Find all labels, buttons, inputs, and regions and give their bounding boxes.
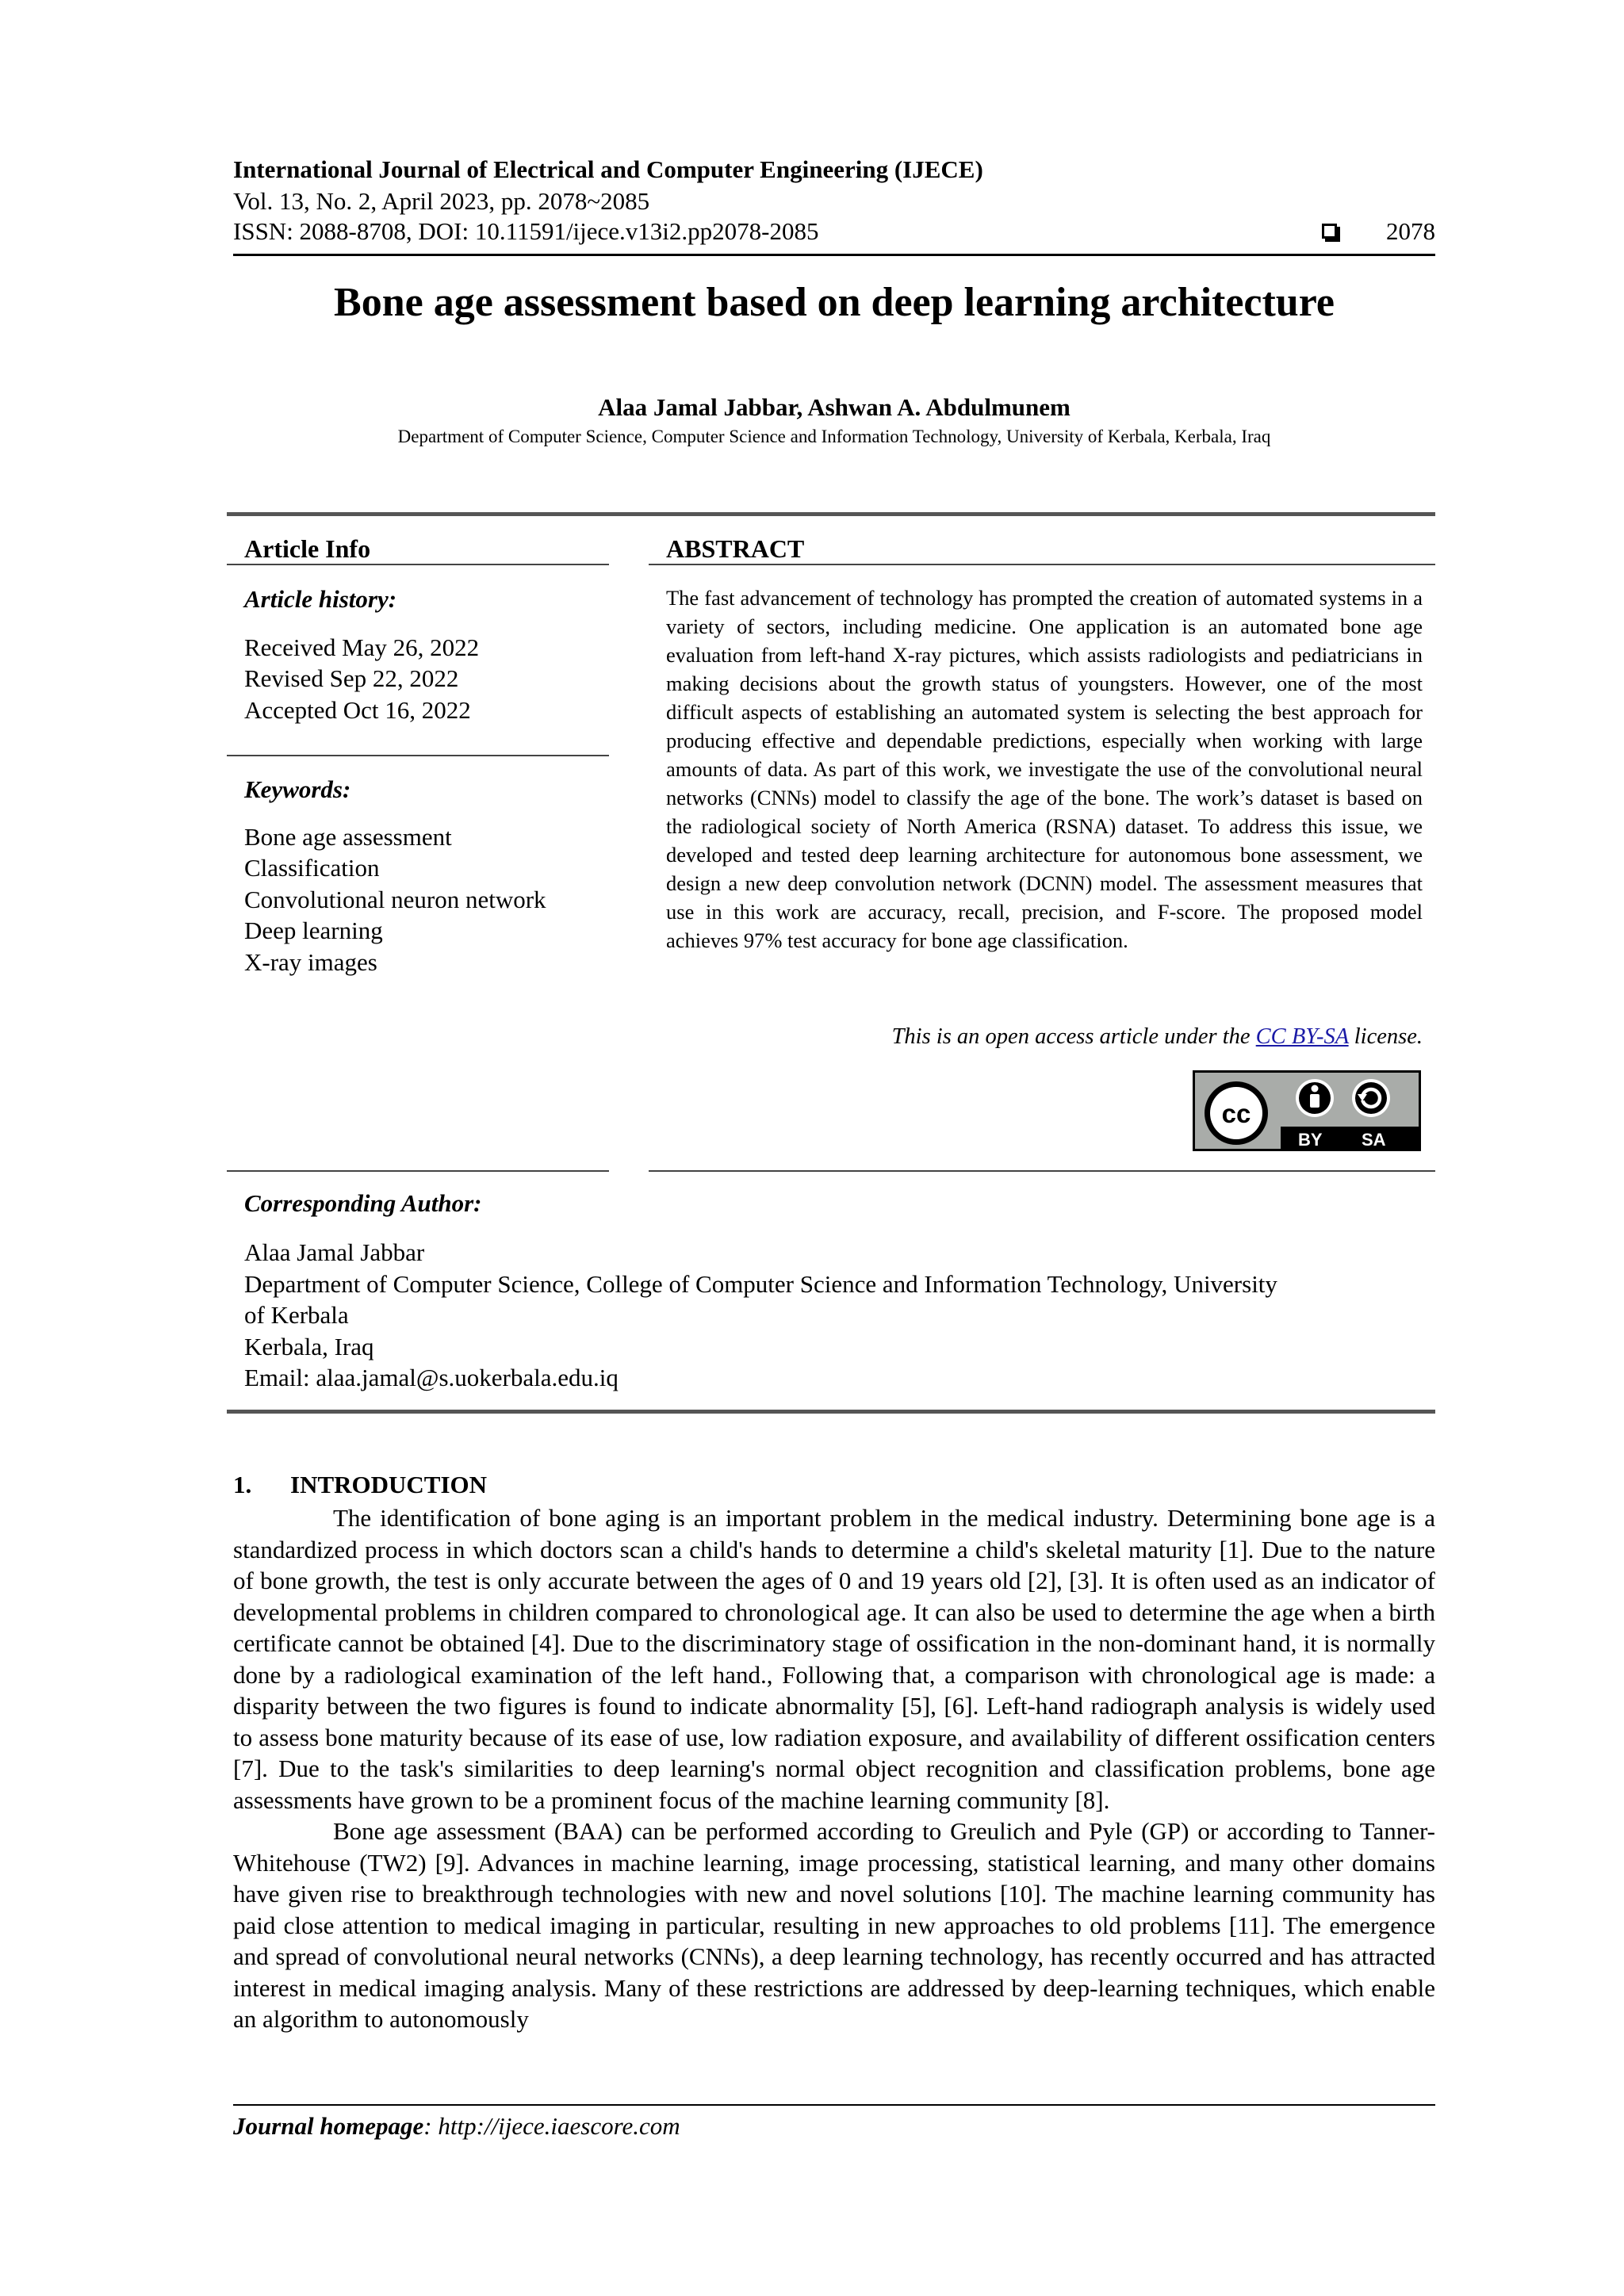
share-alike-icon xyxy=(1352,1079,1390,1117)
section-title: INTRODUCTION xyxy=(290,1471,488,1498)
info-top-rule xyxy=(227,512,1435,516)
corresponding-name: Alaa Jamal Jabbar xyxy=(244,1238,425,1266)
introduction-body xyxy=(233,1502,1435,2035)
history-revised: Revised Sep 22, 2022 xyxy=(244,664,459,692)
square-bullet-icon xyxy=(1322,224,1337,239)
cc-by-sa-link[interactable]: CC BY-SA xyxy=(1255,1024,1349,1049)
keyword-item: Convolutional neuron network xyxy=(244,886,546,913)
attribution-icon xyxy=(1296,1079,1334,1117)
corresponding-email: Email: alaa.jamal@s.uokerbala.edu.iq xyxy=(244,1364,619,1391)
abstract-text: The fast advancement of technology has prompted the creation of automated systems in a variety of sectors, including medicine. One application is an automated bone age evaluation from left-hand X-ray pictures, which assists radiologists and pediatricians in making decisions about the growth status of youngsters. However, one of the most difficult aspects of establishing an automated system is selecting the best approach for producing effective and dependable predictions, especially when working with large amounts of data. As part of this work, we investigate the use of the convolutional neural networks (CNNs) model to classify the age of the bone. The work’s dataset is based on the radiological society of North America (RSNA) dataset. To address this issue, we developed and tested deep learning architecture for autonomous bone assessment, we design a new deep convolution network (DCNN) model. The assessment measures that use in this work are accuracy, recall, precision, and F-score. The proposed model achieves 97% test accuracy for bone age classification. xyxy=(666,586,1423,952)
article-info-heading: Article Info xyxy=(244,534,371,563)
abstract-bottom-rule xyxy=(649,1170,1435,1172)
history-accepted: Accepted Oct 16, 2022 xyxy=(244,696,471,724)
keyword-item: Bone age assessment xyxy=(244,823,452,851)
svg-text:cc: cc xyxy=(1221,1099,1251,1128)
header-rule xyxy=(233,254,1435,256)
keywords-heading: Keywords: xyxy=(244,775,351,803)
footer-rule xyxy=(233,2104,1435,2106)
footer-url[interactable]: http://ijece.iaescore.com xyxy=(438,2112,680,2140)
paper-title: Bone age assessment based on deep learning architecture xyxy=(334,280,1335,325)
corresponding-dept-line2: of Kerbala xyxy=(244,1301,349,1329)
section-number: 1. xyxy=(233,1471,252,1498)
keywords-rule xyxy=(227,755,609,756)
abstract-rule xyxy=(649,564,1435,565)
issn-doi-line: ISSN: 2088-8708, DOI: 10.11591/ijece.v13i2.pp2078-2085 xyxy=(233,217,819,245)
oa-suffix: license. xyxy=(1348,1024,1423,1049)
body-paragraph: The identification of bone aging is an important problem in the medical industry. Determining bone age is a standardized process in which doctors scan a child's hands to determine a child's skeletal maturity [1]. Due to the nature of bone growth, the test is only accurate between the ages of 0 and 19 years old [2], [3]. It is often used as an indicator of developmental problems in children compared to chronological age. It can also be used to determine the age when a birth certificate cannot be obtained [4]. Due to the discriminatory stage of ossification in the non-dominant hand, it is normally done by a radiological examination of the left hand., Following that, a comparison with chronological age is made: a disparity between the two figures is found to indicate abnormality [5], [6]. Left-hand radiograph analysis is widely used to assess bone maturity because of its ease of use, low radiation exposure, and availability of different ossification centers [7]. Due to the task's similarities to deep learning's normal object recognition and classification problems, bone age assessments have grown to be a prominent focus of the machine learning community [8]. xyxy=(233,1504,1435,1814)
corresponding-dept-line1: Department of Computer Science, College of Computer Science and Information Technology, University xyxy=(244,1270,1277,1298)
open-access-statement xyxy=(666,1024,1423,1050)
footer-separator: : xyxy=(423,2112,439,2140)
abstract-heading: ABSTRACT xyxy=(666,534,805,563)
article-history-heading: Article history: xyxy=(244,585,397,613)
volume-line: Vol. 13, No. 2, April 2023, pp. 2078~2085 xyxy=(233,187,650,215)
footer-label: Journal homepage xyxy=(233,2112,424,2140)
keyword-item: Classification xyxy=(244,854,380,882)
info-block-bottom-rule xyxy=(227,1410,1435,1414)
section-heading-introduction xyxy=(233,1471,487,1499)
journal-name: International Journal of Electrical and Computer Engineering (IJECE) xyxy=(233,155,983,183)
cc-icon xyxy=(1205,1081,1268,1145)
corresponding-location: Kerbala, Iraq xyxy=(244,1333,374,1360)
corresponding-author-heading: Corresponding Author: xyxy=(244,1189,482,1217)
info-bottom-rule xyxy=(227,1170,609,1172)
body-paragraph: Bone age assessment (BAA) can be performed according to Greulich and Pyle (GP) or according to Tanner-Whitehouse (TW2) [9]. Advances in machine learning, image processing, statistical learning, and many other domains have given rise to breakthrough technologies with new and novel solutions [10]. The machine learning community has paid close attention to medical imaging in particular, resulting in new approaches to old problems [11]. The emergence and spread of convolutional neural networks (CNNs), a deep learning technology, has recently occurred and has attracted interest in medical imaging analysis. Many of these restrictions are addressed by deep-learning techniques, which enable an algorithm to autonomously xyxy=(233,1817,1435,2033)
keyword-item: X-ray images xyxy=(244,948,377,976)
affiliation: Department of Computer Science, Computer Science and Information Technology, University of Kerbala, Kerbala, Iraq xyxy=(397,427,1271,446)
keyword-item: Deep learning xyxy=(244,916,383,944)
journal-homepage-footer xyxy=(233,2112,680,2141)
oa-prefix: This is an open access article under the xyxy=(891,1024,1256,1049)
cc-by-label: BY xyxy=(1298,1130,1323,1150)
author-list: Alaa Jamal Jabbar, Ashwan A. Abdulmunem xyxy=(598,393,1071,421)
cc-license-badge[interactable] xyxy=(1193,1070,1421,1151)
article-info-rule xyxy=(227,564,609,565)
cc-sa-label: SA xyxy=(1362,1130,1386,1150)
page-number: 2078 xyxy=(1386,217,1435,245)
history-received: Received May 26, 2022 xyxy=(244,633,480,661)
